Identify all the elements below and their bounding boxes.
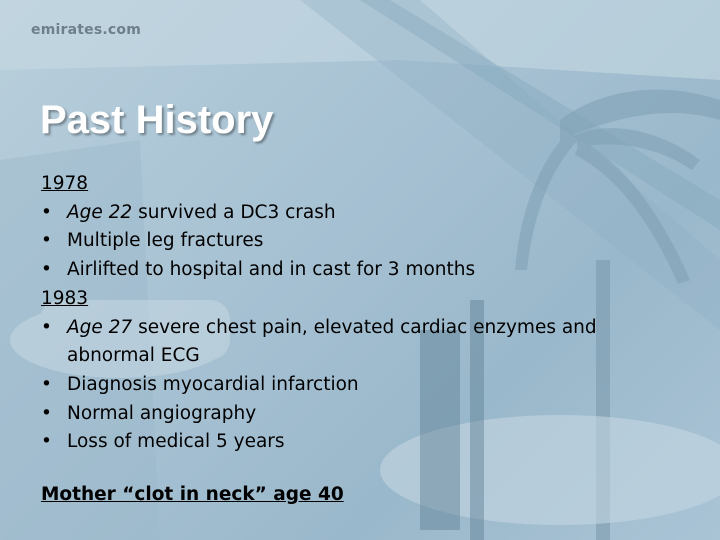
item-text: severe chest pain, elevated cardiac enzymes and abnormal ECG — [67, 316, 597, 367]
year-heading: 1983 — [41, 287, 89, 309]
bullet-icon: • — [41, 373, 52, 395]
list-item — [41, 227, 681, 256]
item-text: Multiple leg fractures — [67, 230, 264, 252]
slide-title: Past History — [40, 98, 274, 142]
item-text: Loss of medical 5 years — [67, 431, 285, 453]
item-text: survived a DC3 crash — [132, 201, 336, 223]
item-text: Airlifted to hospital and in cast for 3 months — [67, 259, 476, 281]
bullet-icon: • — [41, 230, 52, 252]
list-item — [41, 400, 681, 429]
bullet-icon: • — [41, 431, 52, 453]
list-item — [41, 371, 681, 400]
bullet-icon: • — [41, 259, 52, 281]
age-label: Age 22 — [67, 201, 133, 223]
bullet-icon: • — [41, 201, 52, 223]
list-item — [41, 256, 681, 285]
history-content — [41, 170, 681, 510]
item-text: Diagnosis myocardial infarction — [67, 373, 359, 395]
item-text: Normal angiography — [67, 402, 257, 424]
bullet-icon: • — [41, 402, 52, 424]
year-heading: 1978 — [41, 173, 89, 194]
list-item — [41, 428, 681, 457]
emirates-logo: emirates.com — [31, 22, 141, 38]
list-item — [41, 199, 681, 228]
age-label: Age 27 — [67, 316, 133, 338]
bullet-icon: • — [41, 316, 52, 338]
family-history-note: Mother “clot in neck” age 40 — [41, 484, 344, 506]
list-item — [41, 314, 681, 371]
